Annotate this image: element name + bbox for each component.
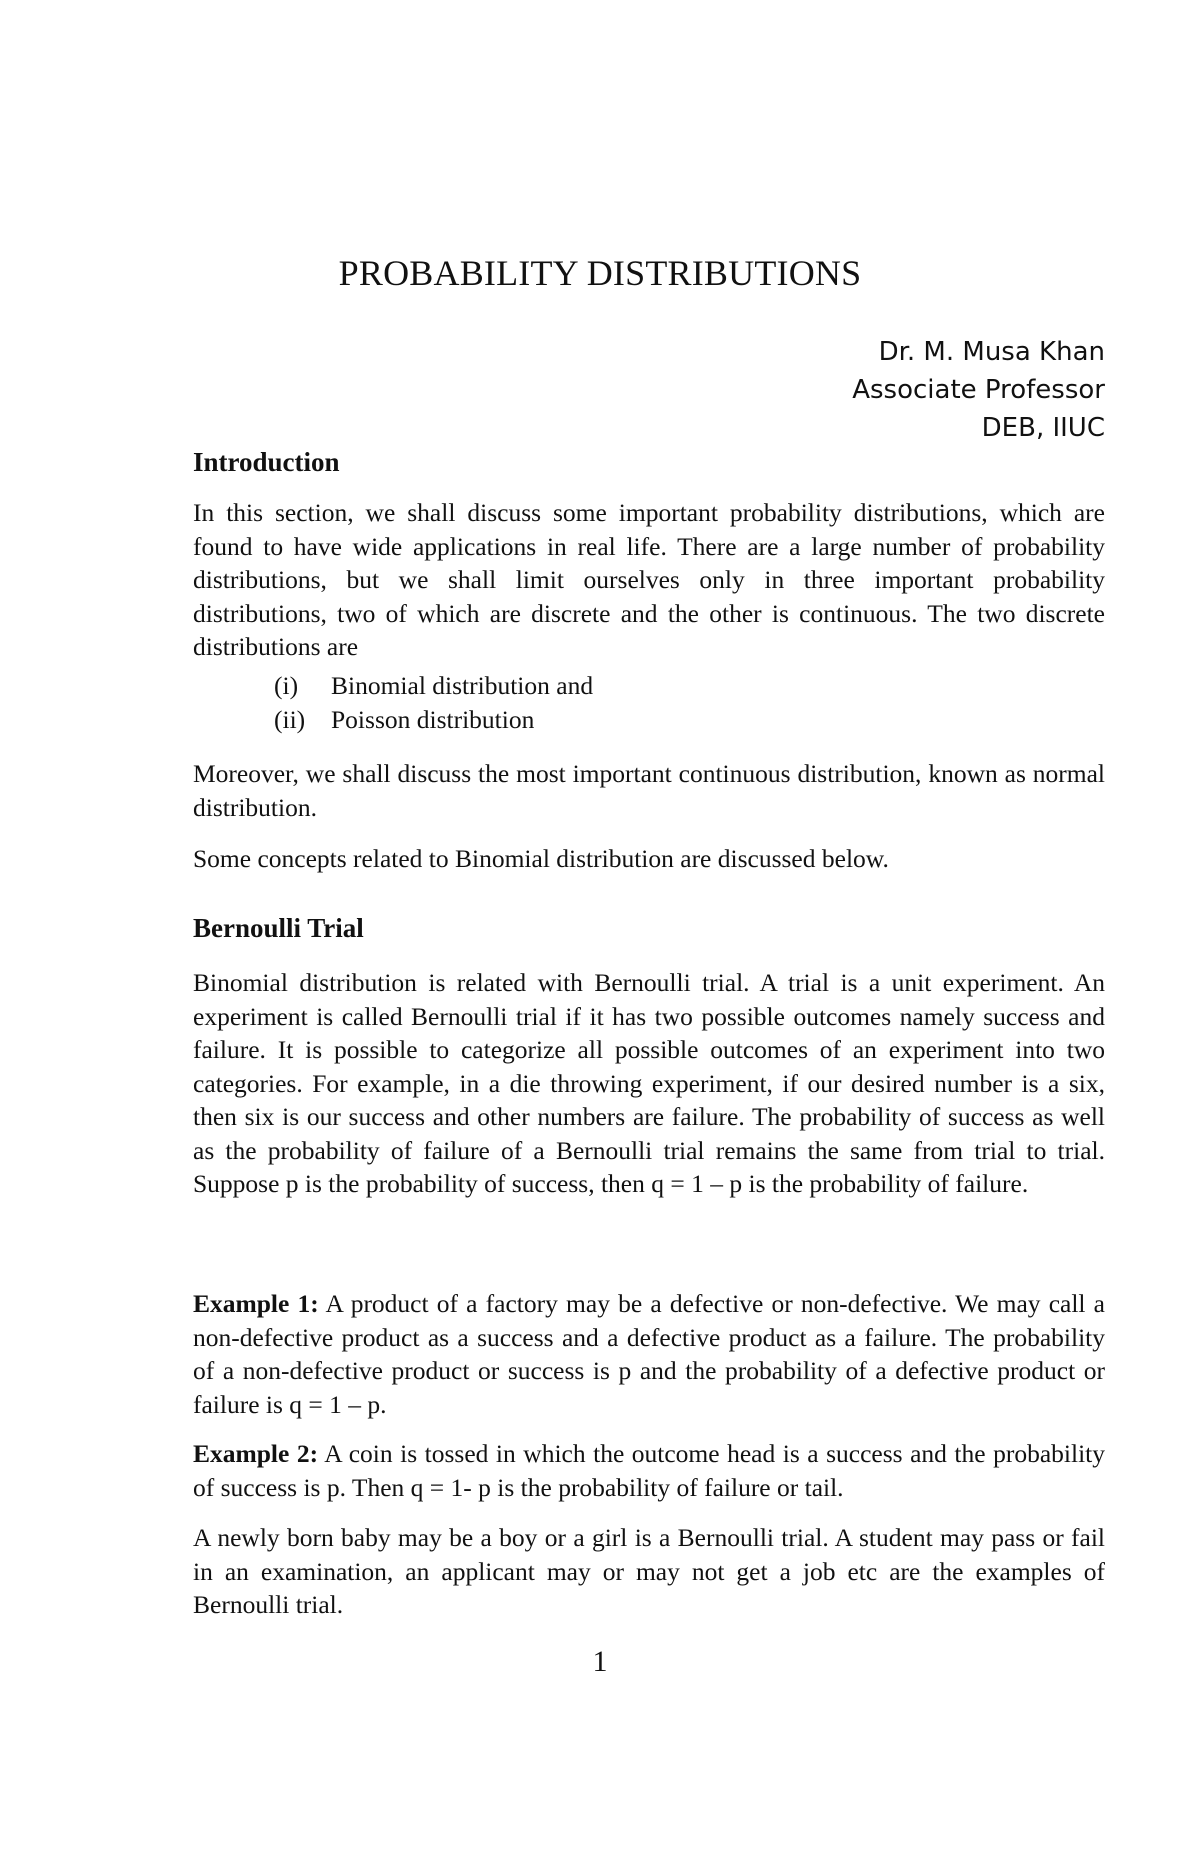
document-title: PROBABILITY DISTRIBUTIONS: [338, 253, 862, 293]
example-1: [193, 1287, 1105, 1421]
concepts-paragraph: [193, 842, 1105, 876]
bernoulli-paragraph: [193, 966, 1105, 1201]
author-name: Dr. M. Musa Khan: [878, 337, 1105, 367]
example-1-text: A product of a factory may be a defective or non-defective. We may call a non-defective product as a success and a defective product as a failure. The probability of a non-defective product or success is p and the probability of a defective product or failure is q = 1 – p.: [193, 1289, 1105, 1419]
author-position: Associate Professor: [852, 375, 1105, 405]
author-block: [852, 333, 1105, 447]
list-item: [274, 669, 593, 703]
list-marker: (i): [274, 671, 299, 700]
list-marker: (ii): [274, 705, 306, 734]
example-2-label: Example 2:: [193, 1439, 319, 1468]
example-1-label: Example 1:: [193, 1289, 319, 1318]
introduction-text: In this section, we shall discuss some important probability distributions, which are found to have wide applications in real life. There are a large number of probability distributions, but we shall limit ourselves only in three important probability distributions, two of which are discrete and the other is continuous. The two discrete distributions are: [193, 498, 1105, 661]
paragraph-text: A newly born baby may be a boy or a girl is a Bernoulli trial. A student may pass or fail in an examination, an applicant may or may not get a job etc are the examples of Bernoulli trial.: [193, 1523, 1105, 1619]
example-2-text: A coin is tossed in which the outcome head is a success and the probability of success is p. Then q = 1- p is the probability of failure or tail.: [193, 1439, 1105, 1502]
author-affiliation: DEB, IIUC: [981, 413, 1105, 443]
paragraph-text: Some concepts related to Binomial distribution are discussed below.: [193, 844, 889, 873]
list-item-text: Binomial distribution and: [331, 671, 594, 700]
example-2: [193, 1437, 1105, 1504]
normal-distribution-paragraph: [193, 757, 1105, 824]
bernoulli-examples-paragraph: [193, 1521, 1105, 1622]
page-number: 1: [592, 1645, 608, 1678]
list-item-text: Poisson distribution: [331, 705, 535, 734]
list-item: [274, 703, 593, 737]
paragraph-text: Binomial distribution is related with Bernoulli trial. A trial is a unit experiment. An experiment is called Bernoulli trial if it has two possible outcomes namely success and failure. It is possible to categorize all possible outcomes of an experiment into two categories. For example, in a die throwing experiment, if our desired number is a six, then six is our success and other numbers are failure. The probability of success as well as the probability of failure of a Bernoulli trial remains the same from trial to trial. Suppose p is the probability of success, then q = 1 – p is the probability of failure.: [193, 968, 1105, 1198]
introduction-heading: Introduction: [193, 447, 340, 477]
bernoulli-heading: Bernoulli Trial: [193, 913, 364, 943]
paragraph-text: Moreover, we shall discuss the most important continuous distribution, known as normal distribution.: [193, 759, 1105, 822]
distribution-list: [274, 669, 593, 737]
introduction-paragraph: [193, 496, 1105, 664]
